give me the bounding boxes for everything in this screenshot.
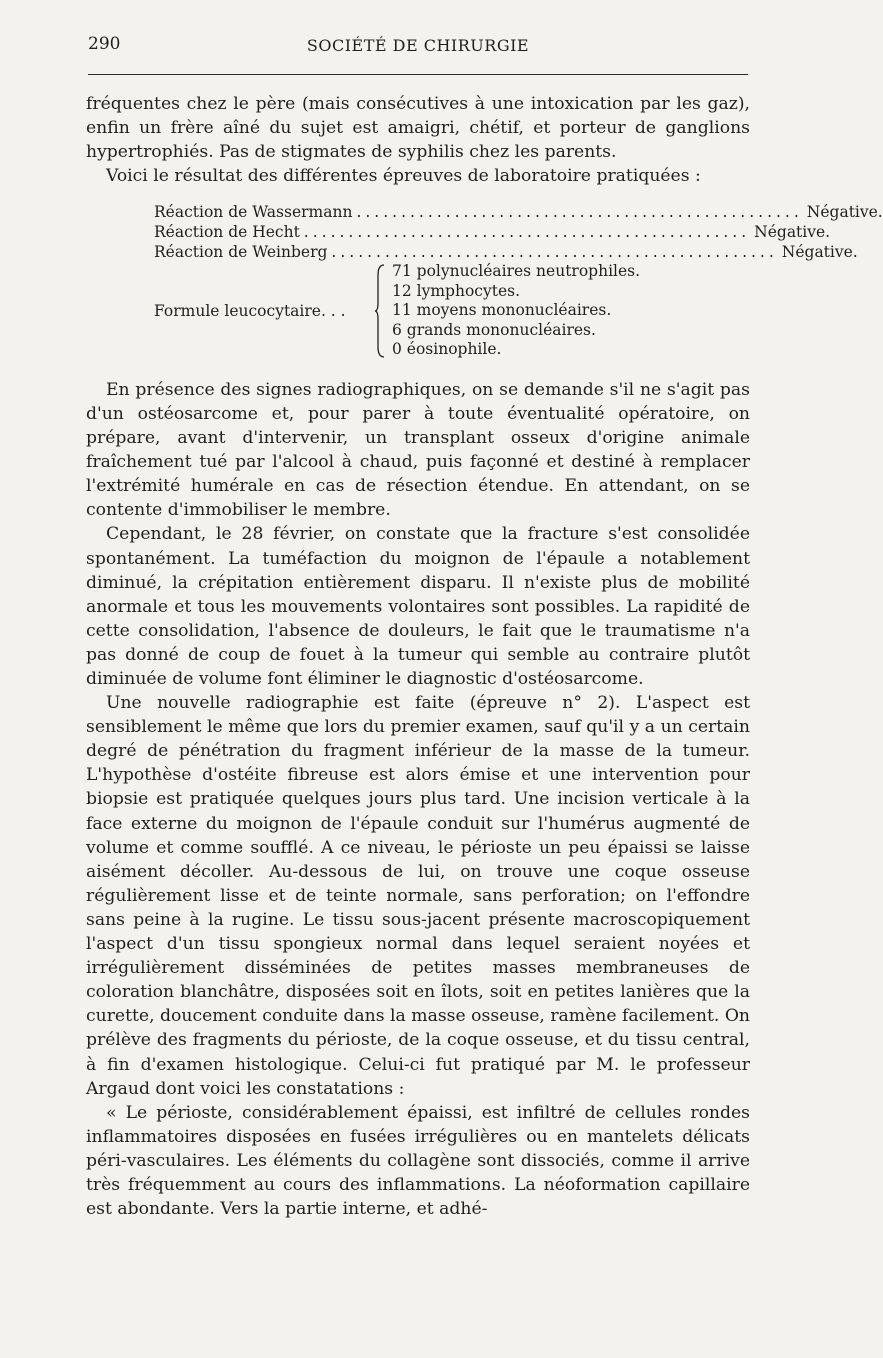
test-row	[154, 242, 858, 262]
paragraph: « Le périoste, considérablement épaissi, est infiltré de cellules rondes inflammatoires disposées en fusées irrégulières ou en mantelets délicats péri-vasculaires. Les éléments du collagène sont dissociés, comme il arrive très fréquemment au cours des inflammations. La néoformation capillaire est abondante. Vers la partie interne, et adhé-	[86, 1102, 750, 1220]
header-rule	[88, 74, 748, 75]
body-text	[86, 92, 883, 1221]
test-result: Négative.	[754, 223, 831, 242]
test-name: Réaction de Hecht	[154, 223, 300, 242]
paragraph: En présence des signes radiographiques, on se demande s'il ne s'agit pas d'un ostéosarcome et, pour parer à toute éventualité opératoire, on prépare, avant d'intervenir, un transplant osseux d'origine animale fraîchement tué par l'alcool à chaud, puis façonné et destiné à remplacer l'extrémité humérale en cas de résection étendue. En attendant, on se contente d'immobiliser le membre.	[86, 379, 750, 521]
list-item: 0 éosinophile.	[392, 340, 502, 359]
paragraph: Cependant, le 28 février, on constate que la fracture s'est consolidée spontanément. La tuméfaction du moignon de l'épaule a notablement diminué, la crépitation entièrement disparu. Il n'existe plus de mobilité anormale et tous les mouvements volontaires sont possibles. La rapidité de cette consolidation, l'absence de douleurs, le fait que le traumatisme n'a pas donné de coup de fouet à la tumeur qui semble au contraire plutôt diminuée de volume font éliminer le diagnostic d'ostéosarcome.	[86, 524, 750, 689]
test-row	[154, 222, 831, 242]
list-item: 71 polynucléaires neutrophiles.	[392, 262, 641, 281]
test-row	[154, 202, 883, 222]
leader-dots: ..................................................	[356, 203, 803, 222]
brace-icon	[374, 263, 386, 359]
paragraph: Une nouvelle radiographie est faite (épreuve n° 2). L'aspect est sensiblement le même que lors du premier examen, sauf qu'il y a un certain degré de pénétration du fragment inférieur de la masse de la tumeur. L'hypothèse d'ostéite fibreuse est alors émise et une intervention pour biopsie est pratiquée quelques jours plus tard. Une incision verticale à la face externe du moignon de l'épaule conduit sur l'humérus augmenté de volume et comme soufflé. A ce niveau, le périoste un peu épaissi se laisse aisément décoller. Au-dessous de lui, on trouve une coque osseuse régulièrement lisse et de teinte normale, sans perforation; on l'effondre sans peine à la rugine. Le tissu sous-jacent présente macroscopiquement l'aspect d'un tissu spongieux normal dans lequel seraient noyées et irrégulièrement disséminées de petites masses membraneuses de coloration blanchâtre, disposées soit en îlots, soit en petites lanières que la curette, doucement conduite dans la masse osseuse, ramène facilement. On prélève des fragments du périoste, de la coque osseuse, et du tissu central, à fin d'examen histologique. Celui-ci fut pratiqué par M. le professeur Argaud dont voici les constatations :	[86, 693, 750, 1099]
leukocyte-formula	[154, 262, 694, 360]
formula-list	[392, 262, 640, 360]
leader-dots: ..................................................	[303, 223, 751, 242]
list-item: 6 grands mononucléaires.	[392, 320, 596, 339]
list-item: 11 moyens mononucléaires.	[392, 301, 612, 320]
leader-dots: ..................................................	[331, 243, 778, 262]
test-name: Réaction de Weinberg	[154, 243, 328, 262]
list-item: 12 lymphocytes.	[392, 281, 521, 300]
running-title: SOCIÉTÉ DE CHIRURGIE	[306, 36, 530, 55]
test-name: Réaction de Wassermann	[154, 203, 353, 222]
page-number: 290	[88, 34, 121, 54]
page-header	[88, 34, 748, 58]
paragraph: Voici le résultat des différentes épreuves de laboratoire pratiquées :	[106, 166, 701, 187]
formula-label: Formule leucocytaire. . .	[154, 302, 346, 321]
test-result: Négative.	[806, 203, 883, 222]
test-result: Négative.	[781, 243, 858, 262]
paragraph: fréquentes chez le père (mais consécutives à une intoxication par les gaz), enfin un frère aîné du sujet est amaigri, chétif, et porteur de ganglions hypertrophiés. Pas de stigmates de syphilis chez les parents.	[86, 94, 750, 163]
lab-results	[154, 202, 883, 360]
